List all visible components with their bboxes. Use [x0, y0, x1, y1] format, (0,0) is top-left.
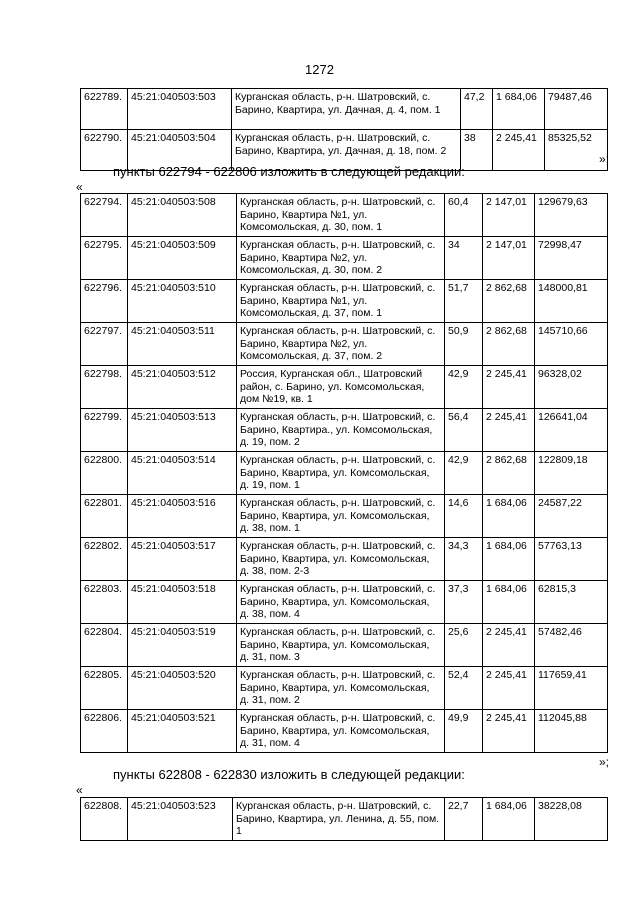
- table-row: [81, 194, 608, 237]
- area-cell: 60,4: [445, 194, 483, 237]
- value-cell: 72998,47: [535, 237, 608, 280]
- opening-quote: «: [76, 783, 83, 797]
- value-cell: 57482,46: [535, 624, 608, 667]
- area-cell: 22,7: [445, 798, 483, 841]
- table-row: [81, 710, 608, 753]
- area-cell: 50,9: [445, 323, 483, 366]
- row-number-cell: 622803.: [81, 581, 128, 624]
- closing-quote: »;: [598, 152, 609, 166]
- rate-cell: 2 245,41: [483, 624, 535, 667]
- value-cell: 57763,13: [535, 538, 608, 581]
- address-cell: Курганская область, р-н. Шатровский, с. Барино, Квартира, ул. Дачная, д. 4, пом. 1: [232, 89, 461, 130]
- area-cell: 38: [461, 130, 493, 171]
- value-cell: 126641,04: [535, 409, 608, 452]
- table-row: [81, 323, 608, 366]
- address-cell: Курганская область, р-н. Шатровский, с. Барино, Квартира, ул. Комсомольская, д. 31, пом. 4: [237, 710, 445, 753]
- cadastral-number-cell: 45:21:040503:511: [128, 323, 237, 366]
- area-cell: 34: [445, 237, 483, 280]
- row-number-cell: 622798.: [81, 366, 128, 409]
- cadastral-number-cell: 45:21:040503:521: [128, 710, 237, 753]
- address-cell: Курганская область, р-н. Шатровский, с. Барино, Квартира, ул. Комсомольская, д. 38, пом. 4: [237, 581, 445, 624]
- row-number-cell: 622800.: [81, 452, 128, 495]
- rate-cell: 1 684,06: [483, 798, 535, 841]
- property-table-1: [80, 88, 608, 171]
- cadastral-number-cell: 45:21:040503:504: [128, 130, 232, 171]
- amendment-instruction: пункты 622794 - 622806 изложить в следующей редакции:: [113, 164, 465, 179]
- area-cell: 37,3: [445, 581, 483, 624]
- cadastral-number-cell: 45:21:040503:518: [128, 581, 237, 624]
- table-row: [81, 237, 608, 280]
- value-cell: 96328,02: [535, 366, 608, 409]
- row-number-cell: 622794.: [81, 194, 128, 237]
- cadastral-number-cell: 45:21:040503:514: [128, 452, 237, 495]
- table-row: [81, 280, 608, 323]
- value-cell: 24587,22: [535, 495, 608, 538]
- rate-cell: 2 245,41: [493, 130, 545, 171]
- address-cell: Курганская область, р-н. Шатровский, с. Барино, Квартира., ул. Комсомольская, д. 19, пом. 2: [237, 409, 445, 452]
- closing-quote: »;: [598, 755, 609, 769]
- table-row: [81, 624, 608, 667]
- rate-cell: 2 245,41: [483, 409, 535, 452]
- area-cell: 52,4: [445, 667, 483, 710]
- address-cell: Курганская область, р-н. Шатровский, с. Барино, Квартира, ул. Комсомольская, д. 19, пом. 1: [237, 452, 445, 495]
- address-cell: Курганская область, р-н. Шатровский, с. Барино, Квартира, ул. Комсомольская, д. 38, пом. 2-3: [237, 538, 445, 581]
- rate-cell: 2 862,68: [483, 452, 535, 495]
- cadastral-number-cell: 45:21:040503:519: [128, 624, 237, 667]
- cadastral-number-cell: 45:21:040503:512: [128, 366, 237, 409]
- value-cell: 38228,08: [535, 798, 608, 841]
- row-number-cell: 622801.: [81, 495, 128, 538]
- rate-cell: 1 684,06: [483, 538, 535, 581]
- row-number-cell: 622799.: [81, 409, 128, 452]
- value-cell: 117659,41: [535, 667, 608, 710]
- amendment-instruction: пункты 622808 - 622830 изложить в следующей редакции:: [113, 767, 465, 782]
- area-cell: 25,6: [445, 624, 483, 667]
- row-number-cell: 622790.: [81, 130, 128, 171]
- rate-cell: 2 147,01: [483, 237, 535, 280]
- address-cell: Курганская область, р-н. Шатровский, с. Барино, Квартира №1, ул. Комсомольская, д. 37, пом. 1: [237, 280, 445, 323]
- cadastral-number-cell: 45:21:040503:513: [128, 409, 237, 452]
- rate-cell: 2 245,41: [483, 366, 535, 409]
- cadastral-number-cell: 45:21:040503:517: [128, 538, 237, 581]
- address-cell: Курганская область, р-н. Шатровский, с. Барино, Квартира №2, ул. Комсомольская, д. 37, пом. 2: [237, 323, 445, 366]
- value-cell: 145710,66: [535, 323, 608, 366]
- cadastral-number-cell: 45:21:040503:503: [128, 89, 232, 130]
- table-row: [81, 538, 608, 581]
- row-number-cell: 622797.: [81, 323, 128, 366]
- address-cell: Россия, Курганская обл., Шатровский район, с. Барино, ул. Комсомольская, дом №19, кв. 1: [237, 366, 445, 409]
- row-number-cell: 622804.: [81, 624, 128, 667]
- rate-cell: 2 862,68: [483, 280, 535, 323]
- area-cell: 42,9: [445, 452, 483, 495]
- rate-cell: 1 684,06: [493, 89, 545, 130]
- area-cell: 34,3: [445, 538, 483, 581]
- address-cell: Курганская область, р-н. Шатровский, с. Барино, Квартира, ул. Комсомольская, д. 31, пом. 3: [237, 624, 445, 667]
- cadastral-number-cell: 45:21:040503:516: [128, 495, 237, 538]
- address-cell: Курганская область, р-н. Шатровский, с. Барино, Квартира, ул. Комсомольская, д. 31, пом. 2: [237, 667, 445, 710]
- property-table-2: [80, 193, 608, 753]
- cadastral-number-cell: 45:21:040503:523: [128, 798, 233, 841]
- address-cell: Курганская область, р-н. Шатровский, с. Барино, Квартира, ул. Ленина, д. 55, пом. 1: [233, 798, 445, 841]
- cadastral-number-cell: 45:21:040503:510: [128, 280, 237, 323]
- row-number-cell: 622796.: [81, 280, 128, 323]
- area-cell: 56,4: [445, 409, 483, 452]
- value-cell: 148000,81: [535, 280, 608, 323]
- page-number: 1272: [305, 62, 334, 77]
- area-cell: 51,7: [445, 280, 483, 323]
- area-cell: 49,9: [445, 710, 483, 753]
- rate-cell: 2 245,41: [483, 710, 535, 753]
- value-cell: 85325,52: [545, 130, 608, 171]
- address-cell: Курганская область, р-н. Шатровский, с. Барино, Квартира, ул. Комсомольская, д. 38, пом. 1: [237, 495, 445, 538]
- cadastral-number-cell: 45:21:040503:520: [128, 667, 237, 710]
- value-cell: 62815,3: [535, 581, 608, 624]
- rate-cell: 1 684,06: [483, 495, 535, 538]
- row-number-cell: 622802.: [81, 538, 128, 581]
- table-row: [81, 495, 608, 538]
- table-row: [81, 798, 608, 841]
- address-cell: Курганская область, р-н. Шатровский, с. Барино, Квартира №2, ул. Комсомольская, д. 30, пом. 2: [237, 237, 445, 280]
- cadastral-number-cell: 45:21:040503:508: [128, 194, 237, 237]
- address-cell: Курганская область, р-н. Шатровский, с. Барино, Квартира №1, ул. Комсомольская, д. 30, пом. 1: [237, 194, 445, 237]
- row-number-cell: 622795.: [81, 237, 128, 280]
- address-cell: Курганская область, р-н. Шатровский, с. Барино, Квартира, ул. Дачная, д. 18, пом. 2: [232, 130, 461, 171]
- area-cell: 14,6: [445, 495, 483, 538]
- row-number-cell: 622806.: [81, 710, 128, 753]
- value-cell: 122809,18: [535, 452, 608, 495]
- area-cell: 42,9: [445, 366, 483, 409]
- table-row: [81, 452, 608, 495]
- row-number-cell: 622789.: [81, 89, 128, 130]
- rate-cell: 2 147,01: [483, 194, 535, 237]
- table-row: [81, 581, 608, 624]
- rate-cell: 2 245,41: [483, 667, 535, 710]
- table-body: [81, 194, 608, 753]
- row-number-cell: 622805.: [81, 667, 128, 710]
- table-row: [81, 89, 608, 130]
- table-body: [81, 798, 608, 841]
- property-table-3: [80, 797, 608, 841]
- rate-cell: 1 684,06: [483, 581, 535, 624]
- table-row: [81, 366, 608, 409]
- table-row: [81, 409, 608, 452]
- rate-cell: 2 862,68: [483, 323, 535, 366]
- value-cell: 79487,46: [545, 89, 608, 130]
- opening-quote: «: [76, 180, 83, 194]
- table-row: [81, 667, 608, 710]
- value-cell: 129679,63: [535, 194, 608, 237]
- value-cell: 112045,88: [535, 710, 608, 753]
- row-number-cell: 622808.: [81, 798, 128, 841]
- cadastral-number-cell: 45:21:040503:509: [128, 237, 237, 280]
- area-cell: 47,2: [461, 89, 493, 130]
- table-body: [81, 89, 608, 171]
